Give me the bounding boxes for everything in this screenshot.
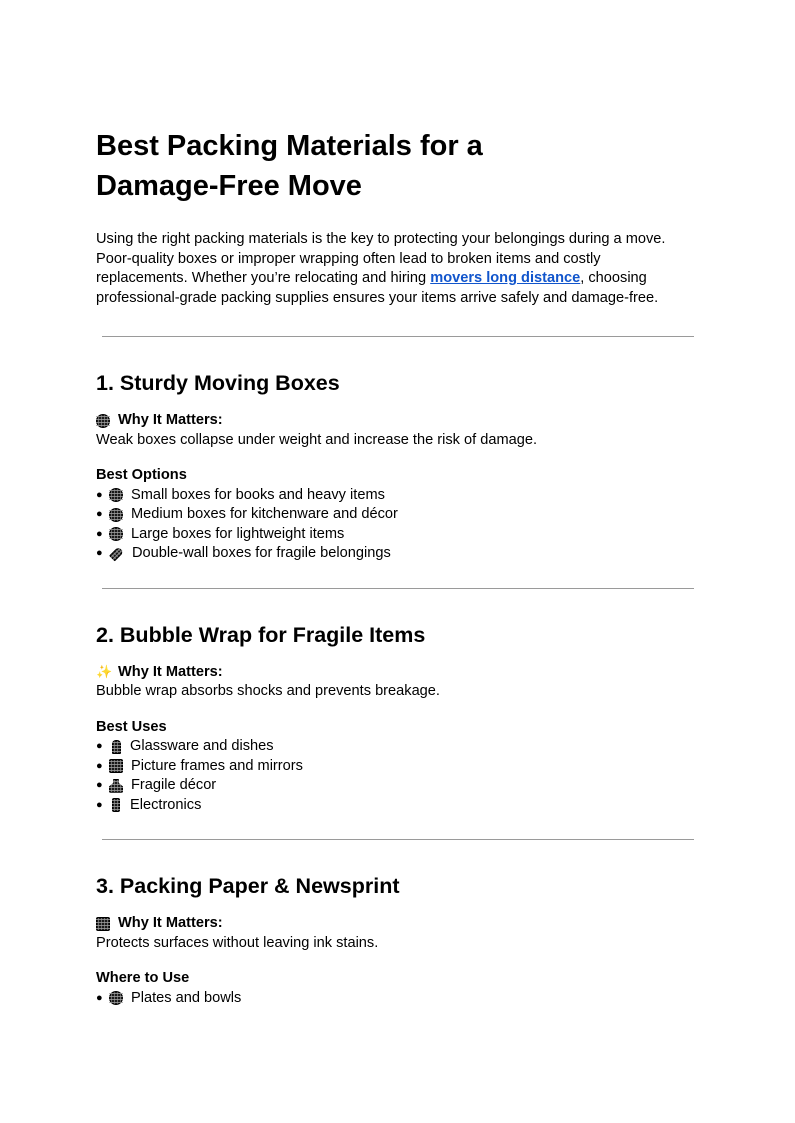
list-item (96, 989, 696, 1009)
section-heading-packing-paper: 3. Packing Paper & Newsprint (96, 874, 400, 898)
list-item-text: Picture frames and mirrors (131, 757, 303, 774)
box-icon (109, 488, 123, 502)
list-item (96, 525, 696, 545)
plate-icon (109, 991, 123, 1005)
section-heading-boxes: 1. Sturdy Moving Boxes (96, 371, 340, 395)
page-title (96, 126, 696, 206)
bullet-icon: ● (96, 759, 103, 772)
box-icon (96, 414, 110, 428)
bullet-icon: ● (96, 488, 103, 501)
box-icon (109, 508, 123, 522)
bullet-icon: ● (96, 508, 103, 520)
sparkle-icon: ✨ (96, 664, 113, 680)
options-list (96, 486, 696, 564)
where-list (96, 989, 696, 1009)
why-label-text: Why It Matters: (118, 663, 223, 680)
list-item (96, 737, 696, 757)
bullet-icon: ● (96, 527, 103, 540)
intro-text-after: , choosing professional-grade packing supplies ensures your items arrive safely and damage-free. (96, 270, 659, 306)
list-item-text: Glassware and dishes (130, 738, 274, 754)
phone-icon (112, 798, 120, 812)
vase-icon (109, 779, 123, 793)
list-label: Where to Use (96, 970, 190, 986)
bullet-icon: ● (96, 798, 103, 811)
list-item (96, 776, 696, 796)
list-item-text: Small boxes for books and heavy items (131, 486, 385, 503)
list-label: Best Options (96, 467, 187, 483)
frame-icon (109, 759, 123, 773)
section-heading-bubble-wrap: 2. Bubble Wrap for Fragile Items (96, 622, 426, 647)
box-icon (109, 527, 123, 541)
list-item-text: Double-wall boxes for fragile belongings (132, 545, 391, 561)
why-it-matters-label (96, 914, 696, 934)
list-item (96, 544, 696, 564)
section-divider (102, 588, 694, 589)
list-item-text: Medium boxes for kitchenware and décor (131, 506, 398, 522)
uses-list (96, 737, 696, 815)
movers-long-distance-link[interactable]: movers long distance (430, 270, 581, 286)
why-label-text: Why It Matters: (118, 915, 223, 931)
bullet-icon: ● (96, 779, 103, 791)
document-page (96, 126, 696, 1032)
title-line-1: Best Packing Materials for a (96, 130, 483, 162)
list-item (96, 757, 696, 777)
why-it-matters-label (96, 663, 696, 683)
bullet-icon: ● (96, 991, 103, 1004)
why-it-matters-label (96, 411, 696, 431)
section-divider (102, 336, 694, 337)
list-item-text: Plates and bowls (131, 989, 242, 1006)
why-text: Weak boxes collapse under weight and increase the risk of damage. (96, 431, 538, 448)
glass-icon (112, 740, 121, 754)
intro-text-before: Using the right packing materials is the key to protecting your belongings during a move. Poor-quality boxes or improper wrapping often lead to broken items and costly replacements. Whether you’re relocating and hiring (96, 231, 666, 286)
list-item (96, 796, 696, 816)
tag-icon (109, 546, 124, 561)
title-line-2: Damage-Free Move (96, 170, 362, 202)
list-item (96, 486, 696, 506)
why-text: Protects surfaces without leaving ink stains. (96, 934, 379, 951)
bullet-icon: ● (96, 740, 103, 752)
paper-icon (96, 917, 110, 931)
list-item-text: Fragile décor (131, 777, 217, 793)
section-divider (102, 839, 694, 840)
intro-paragraph (96, 230, 696, 308)
bullet-icon: ● (96, 547, 103, 559)
why-label-text: Why It Matters: (118, 412, 223, 428)
list-item (96, 505, 696, 525)
list-item-text: Large boxes for lightweight items (131, 525, 345, 542)
list-item-text: Electronics (130, 796, 202, 813)
why-text: Bubble wrap absorbs shocks and prevents breakage. (96, 683, 440, 699)
list-label: Best Uses (96, 718, 167, 735)
